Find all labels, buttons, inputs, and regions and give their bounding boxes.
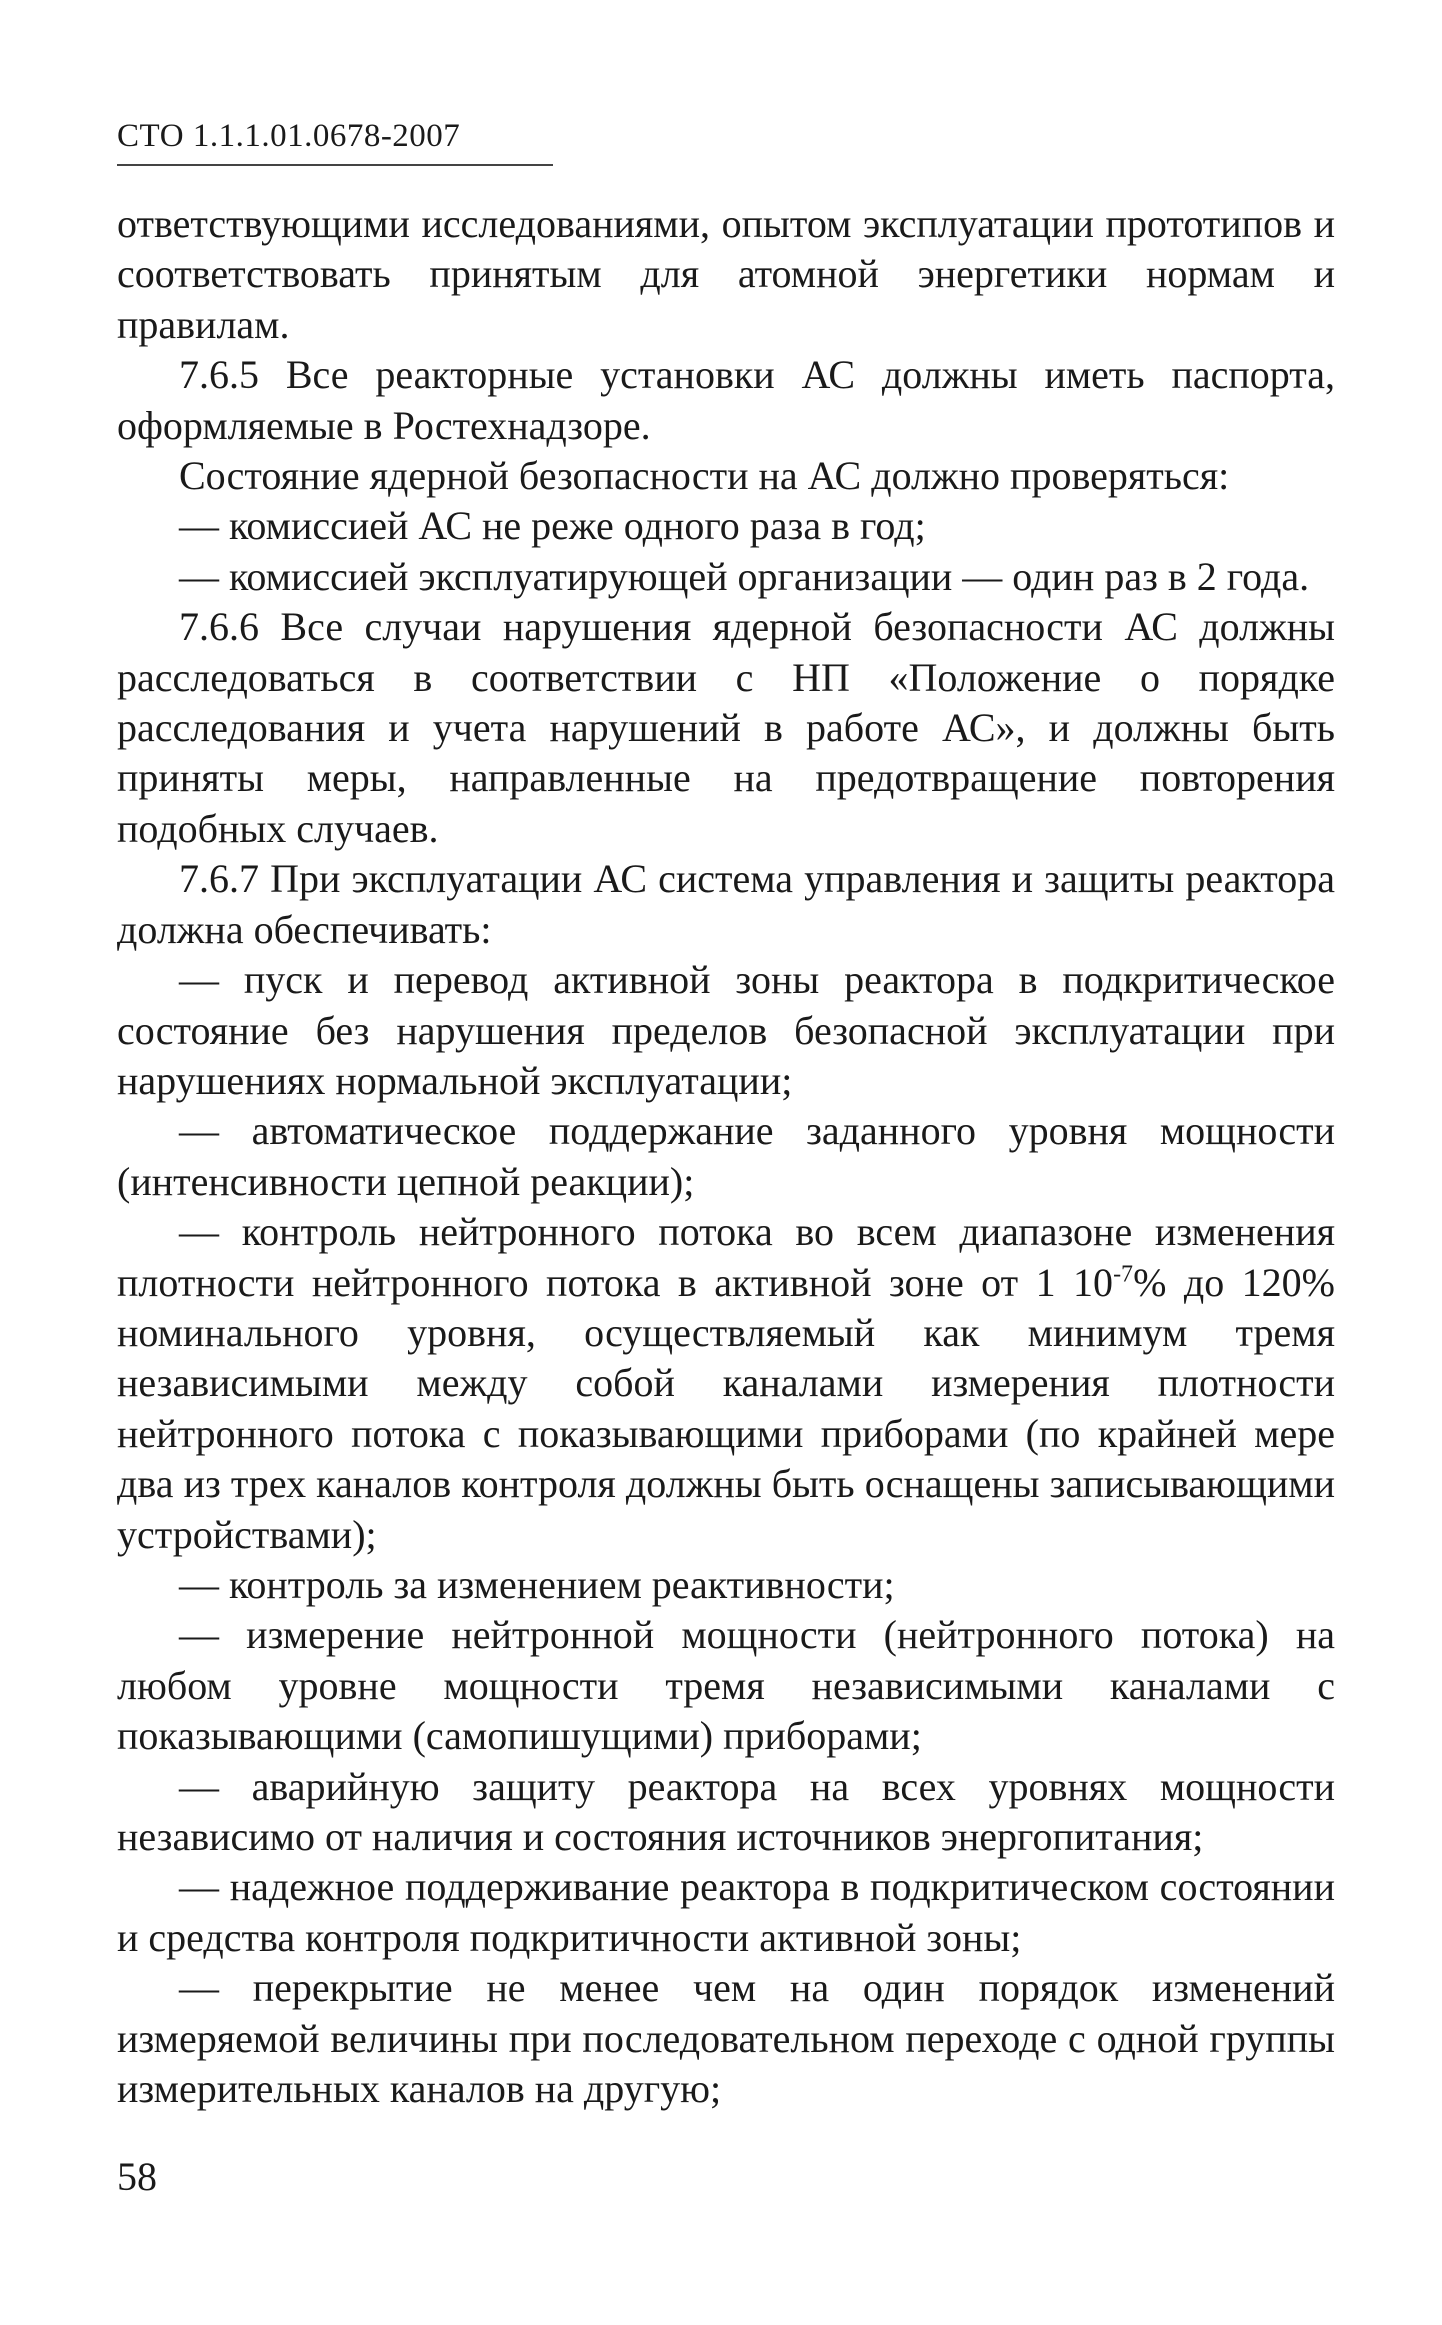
- exponent: -7: [1113, 1261, 1134, 1288]
- list-item: — комиссией эксплуатирующей организации — один раз в 2 года.: [179, 553, 1310, 599]
- document-code: СТО 1.1.1.01.0678-2007: [117, 118, 461, 154]
- paragraph-safety-check: Состояние ядерной безопасности на АС должно проверяться:: [179, 453, 1230, 499]
- list-item: — измерение нейтронной мощности (нейтронного потока) на любом уровне мощности тремя независимыми каналами с показывающими (самопишущими) приборами;: [117, 1612, 1335, 1759]
- header-rule: [117, 164, 553, 166]
- paragraph-7-6-5: 7.6.5 Все реакторные установки АС должны иметь паспорта, оформляемые в Ростехнадзоре.: [117, 352, 1335, 448]
- neutron-text-before: — контроль нейтронного потока во всем диапазоне изменения плотности нейтронного потока в активной зоне от 1 10: [117, 1209, 1335, 1305]
- neutron-text-after: % до 120% номинального уровня, осуществляемый как минимум тремя независимыми между собой каналами измерения плотности нейтронного потока с показывающими приборами (по крайней мере два из трех каналов контроля должны быть оснащены записывающими устройствами);: [117, 1259, 1335, 1557]
- paragraph-7-6-7: 7.6.7 При эксплуатации АС система управления и защиты реактора должна обеспечивать:: [117, 856, 1335, 952]
- paragraph-7-6-6: 7.6.6 Все случаи нарушения ядерной безопасности АС должны расследоваться в соответствии с НП «Положение о порядке расследования и учета нарушений в работе АС», и должны быть приняты меры, направленные на предотвращение повторения подобных случаев.: [117, 604, 1335, 851]
- paragraph-continuation: ответствующими исследованиями, опытом эксплуатации прототипов и соответствовать принятым для атомной энергетики нормам и правилам.: [117, 201, 1335, 347]
- list-item: — комиссией АС не реже одного раза в год;: [179, 503, 926, 549]
- list-item: — аварийную защиту реактора на всех уровнях мощности независимо от наличия и состояния источников энергопитания;: [117, 1763, 1335, 1859]
- list-item: — пуск и перевод активной зоны реактора в подкритическое состояние без нарушения пределов безопасной эксплуатации при нарушениях нормальной эксплуатации;: [117, 957, 1335, 1103]
- list-item: — надежное поддерживание реактора в подкритическом состоянии и средства контроля подкритичности активной зоны;: [117, 1864, 1335, 1960]
- page-body: [117, 199, 1335, 2114]
- list-item-neutron-flux: [117, 1207, 1335, 1560]
- list-item: — перекрытие не менее чем на один порядок изменений измеряемой величины при последовательном переходе с одной группы измерительных каналов на другую;: [117, 1965, 1335, 2112]
- list-item: — автоматическое поддержание заданного уровня мощности (интенсивности цепной реакции);: [117, 1108, 1335, 1204]
- list-item: — контроль за изменением реактивности;: [179, 1561, 895, 1607]
- page-number: 58: [117, 2154, 157, 2199]
